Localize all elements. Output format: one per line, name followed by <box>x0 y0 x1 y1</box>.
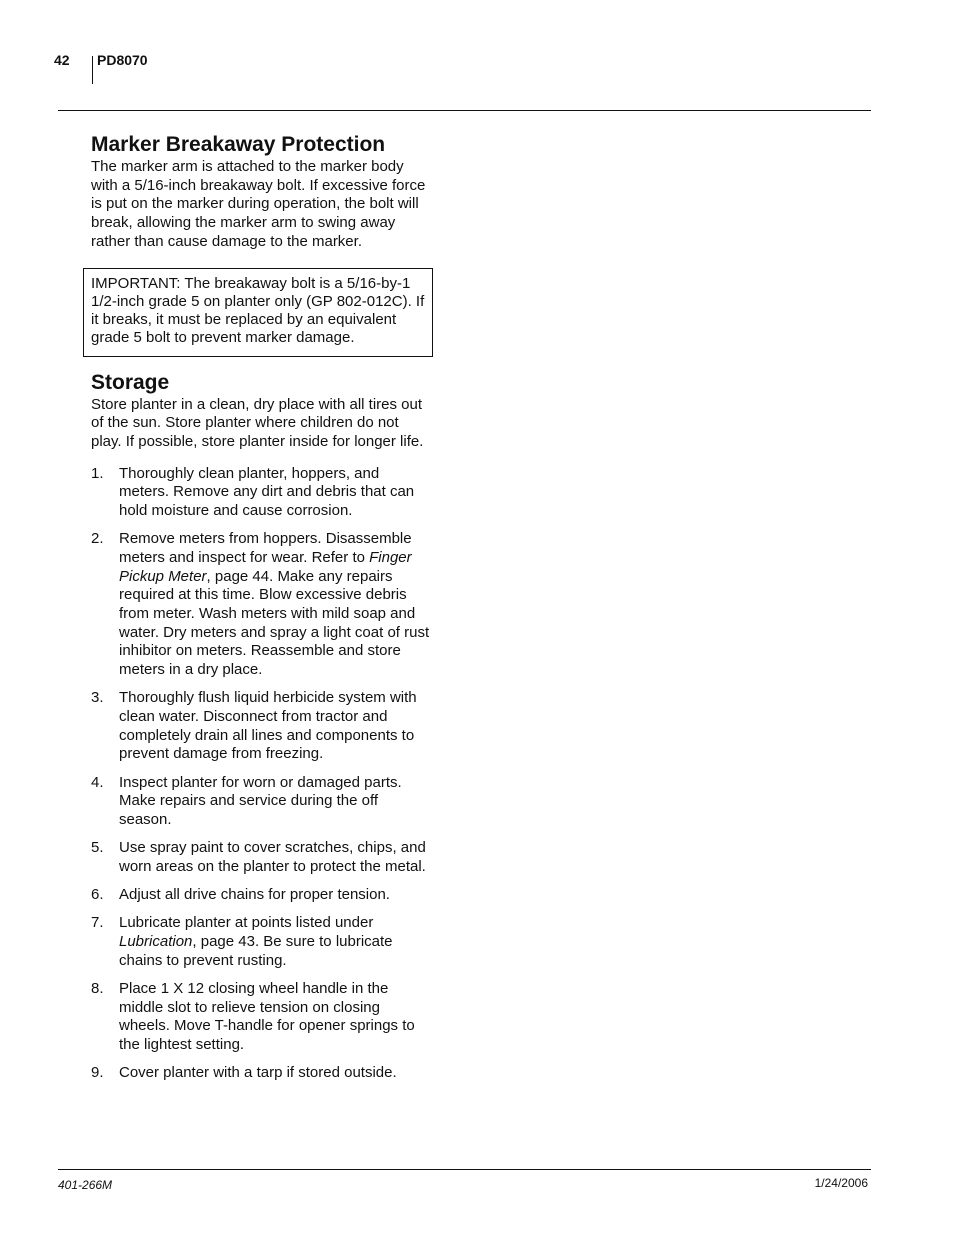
header-rule <box>58 110 871 111</box>
step-text-pre: Lubricate planter at points listed under <box>119 914 374 932</box>
step-text-post: , page 44. Make any repairs required at this time. Blow excessive debris from meter. Wash meters with mild soap and water. Dry meters and spray a light coat of rust inhibitor on meters. Reassemble and store meters in a dry place. <box>119 567 430 679</box>
step-text-pre: Remove meters from hoppers. Disassemble meters and inspect for wear. Refer to <box>119 530 412 566</box>
marker-body-paragraph: The marker arm is attached to the marker body with a 5/16-inch breakaway bolt. If excessive force is put on the marker during operation, the bolt will break, allowing the marker arm to swing away rather than cause damage to the marker. <box>91 158 426 250</box>
document-code: PD8070 <box>97 52 148 68</box>
step-text: Thoroughly clean planter, hoppers, and meters. Remove any dirt and debris that can hold moisture and cause corrosion. <box>119 464 415 520</box>
footer-date: 1/24/2006 <box>814 1176 868 1190</box>
header-divider <box>92 56 93 84</box>
storage-steps-list <box>91 465 431 1083</box>
step-number: 3. <box>91 689 104 707</box>
step-number: 8. <box>91 980 104 997</box>
list-item <box>91 886 431 905</box>
page-number: 42 <box>54 52 70 68</box>
step-number: 4. <box>91 773 104 791</box>
footer-rule <box>58 1169 871 1170</box>
list-item <box>91 465 431 521</box>
list-item <box>91 914 431 970</box>
step-number: 5. <box>91 839 104 857</box>
step-text-post: , page 43. Be sure to lubricate chains to prevent rusting. <box>119 933 393 969</box>
step-text: Cover planter with a tarp if stored outside. <box>119 1064 397 1082</box>
list-item <box>91 980 431 1055</box>
important-note-box: IMPORTANT: The breakaway bolt is a 5/16-by-1 1/2-inch grade 5 on planter only (GP 802-012C). If it breaks, it must be replaced by an equivalent grade 5 bolt to prevent marker damage. <box>83 268 433 357</box>
cross-reference-link: Lubrication <box>119 933 193 951</box>
step-text: Thoroughly flush liquid herbicide system with clean water. Disconnect from tractor and completely drain all lines and components to prevent damage from freezing. <box>119 689 417 763</box>
storage-intro-paragraph: Store planter in a clean, dry place with all tires out of the sun. Store planter where children do not play. If possible, store planter inside for longer life. <box>91 395 424 450</box>
step-number: 1. <box>91 464 104 482</box>
step-text: Use spray paint to cover scratches, chips, and worn areas on the planter to protect the metal. <box>119 839 426 875</box>
footer-document-number: 401-266M <box>58 1178 113 1192</box>
list-item <box>91 689 431 764</box>
step-text: Adjust all drive chains for proper tension. <box>119 886 390 904</box>
list-item <box>91 1064 431 1083</box>
step-number: 9. <box>91 1064 104 1082</box>
list-item <box>91 839 431 876</box>
step-number: 2. <box>91 530 104 548</box>
main-column <box>91 131 431 1093</box>
section-heading-storage: Storage <box>91 370 170 394</box>
step-text: Place 1 X 12 closing wheel handle in the middle slot to relieve tension on closing wheels. Move T-handle for opener springs to the lightest setting. <box>119 980 415 1054</box>
list-item <box>91 774 431 830</box>
section-heading-marker-breakaway: Marker Breakaway Protection <box>91 133 386 156</box>
step-text: Inspect planter for worn or damaged parts. Make repairs and service during the off season. <box>119 773 402 829</box>
step-number: 6. <box>91 886 104 904</box>
cross-reference-link: Finger Pickup Meter <box>119 548 412 585</box>
list-item <box>91 530 431 680</box>
step-number: 7. <box>91 914 104 932</box>
